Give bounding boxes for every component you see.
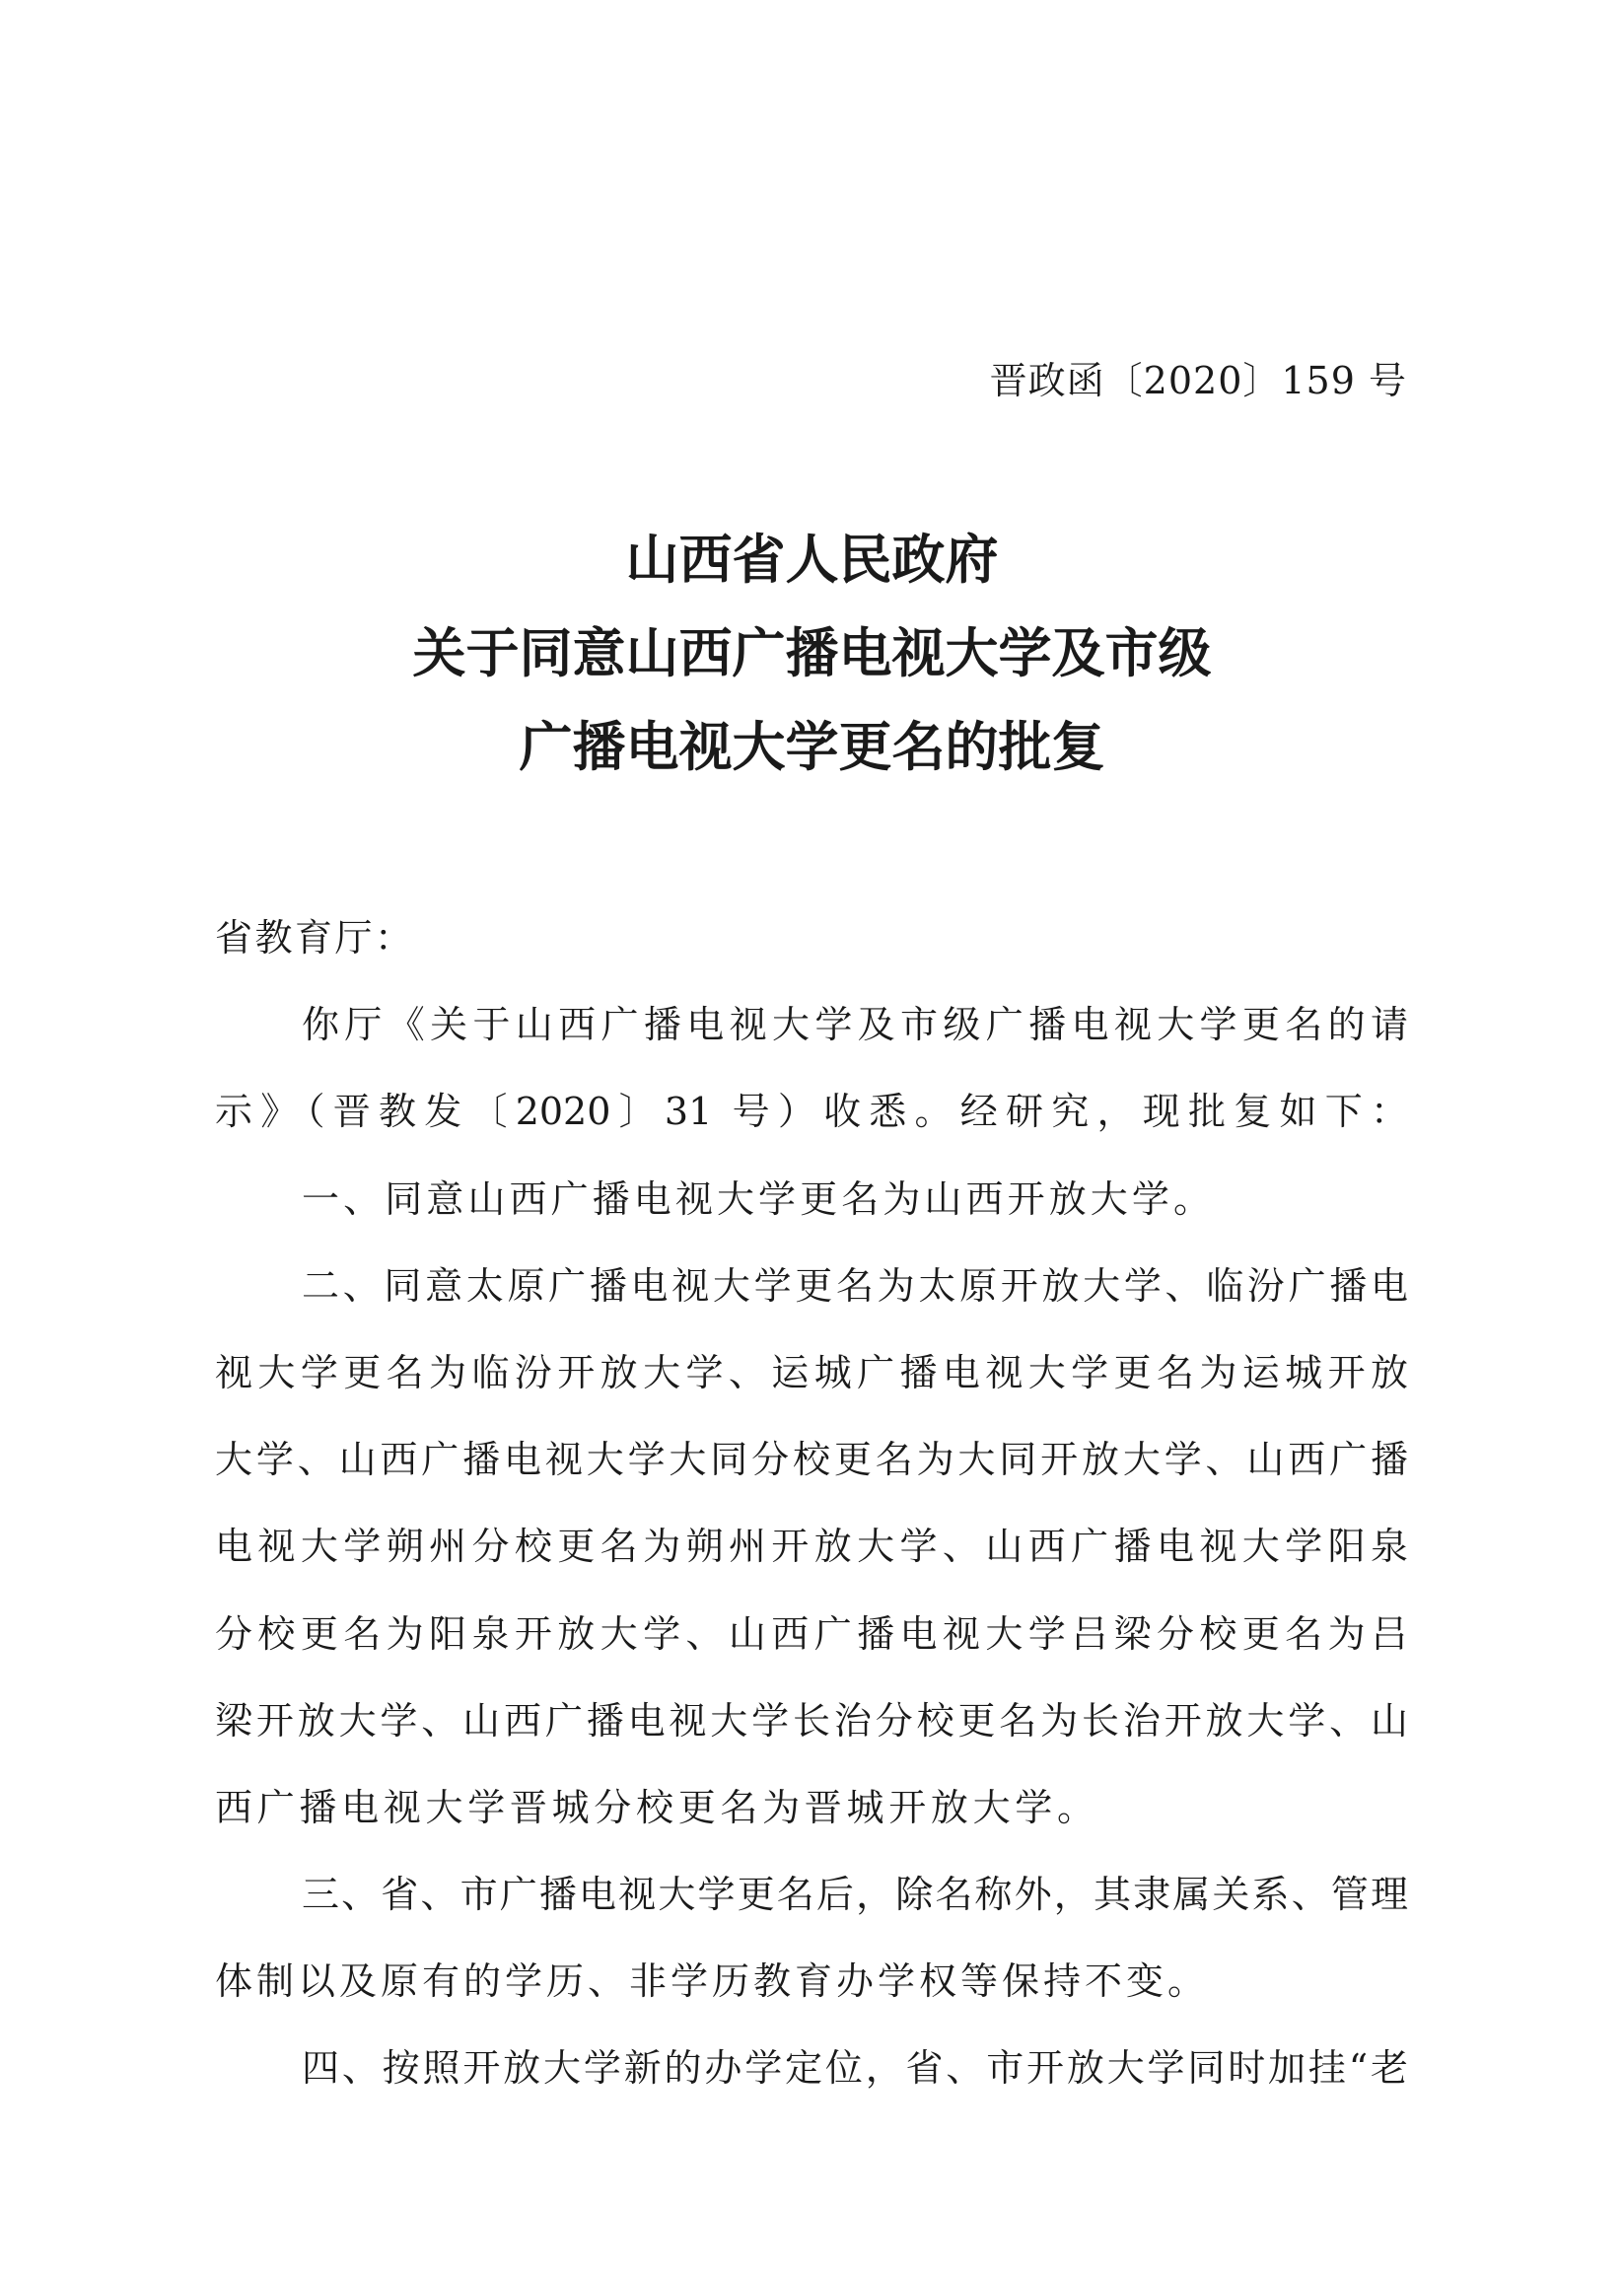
body-line: 分校更名为阳泉开放大学、山西广播电视大学吕梁分校更名为吕: [215, 1611, 1408, 1656]
body-line: 大学、山西广播电视大学大同分校更名为大同开放大学、山西广播: [215, 1438, 1408, 1482]
document-title: [0, 513, 1624, 794]
body-line: 四、按照开放大学新的办学定位，省、市开放大学同时加挂“老: [302, 2046, 1408, 2091]
body-line: 三、省、市广播电视大学更名后，除名称外，其隶属关系、管理: [302, 1873, 1408, 1917]
body-line: 视大学更名为临汾开放大学、运城广播电视大学更名为运城开放: [215, 1350, 1408, 1394]
body-line: 你厅《关于山西广播电视大学及市级广播电视大学更名的请: [302, 1003, 1408, 1047]
body-line: 示》（晋教发〔2020〕31 号）收悉。经研究，现批复如下：: [215, 1090, 1408, 1134]
body-line: 电视大学朔州分校更名为朔州开放大学、山西广播电视大学阳泉: [215, 1525, 1408, 1569]
body-line: 一、同意山西广播电视大学更名为山西开放大学。: [302, 1176, 1211, 1221]
body-line: 梁开放大学、山西广播电视大学长治分校更名为长治开放大学、山: [215, 1698, 1408, 1743]
document-body: [215, 894, 1408, 2112]
body-line: 体制以及原有的学历、非学历教育办学权等保持不变。: [215, 1959, 1205, 2004]
title-line-2: 关于同意山西广播电视大学及市级: [412, 622, 1212, 684]
title-line-1: 山西省人民政府: [625, 529, 999, 591]
title-line-3: 广播电视大学更名的批复: [519, 716, 1105, 778]
addressee: 省教育厅：: [215, 916, 412, 960]
body-line: 二、同意太原广播电视大学更名为太原开放大学、临汾广播电: [302, 1263, 1408, 1308]
document-number: 晋政函〔2020〕159 号: [989, 359, 1407, 402]
body-line: 西广播电视大学晋城分校更名为晋城开放大学。: [215, 1785, 1094, 1829]
